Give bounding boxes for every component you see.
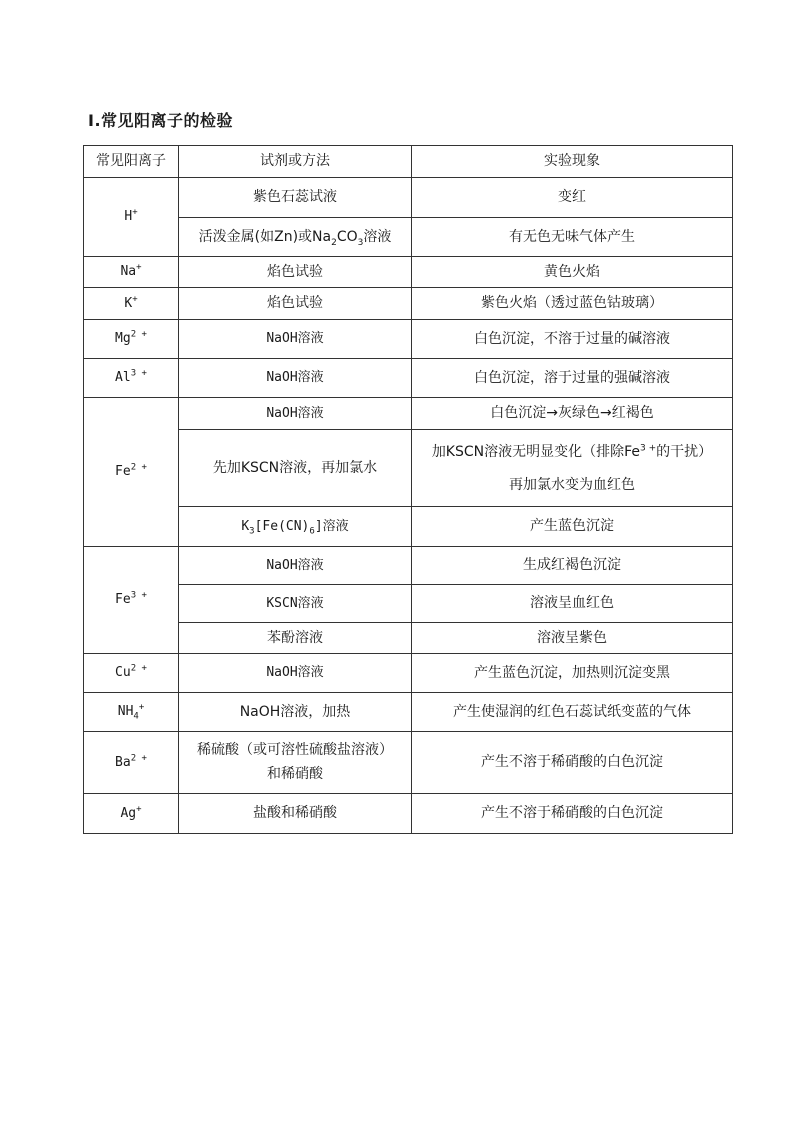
ion-cell: $Mg^{2 +}$ (84, 320, 179, 359)
table-row (84, 178, 733, 218)
observation-cell: 产生不溶于稀硝酸的白色沉淀 (412, 794, 733, 834)
table-row (84, 288, 733, 320)
ion-cell: $Cu^{2 +}$ (84, 654, 179, 693)
observation-cell: 紫色火焰（透过蓝色钴玻璃） (412, 288, 733, 320)
reagent-cell: 稀硫酸（或可溶性硫酸盐溶液） 和稀硝酸 (179, 732, 412, 794)
observation-cell: 有无色无味气体产生 (412, 218, 733, 257)
table-row (84, 320, 733, 359)
table-row (84, 654, 733, 693)
ion-symbol: H (124, 209, 133, 225)
reagent-cell: NaOH溶液 (179, 398, 412, 430)
table-row (84, 359, 733, 398)
reagent-cell: 焰色试验 (179, 257, 412, 288)
observation-cell: 黄色火焰 (412, 257, 733, 288)
reagent-cell: 焰色试验 (179, 288, 412, 320)
section-heading: Ⅰ.常见阳离子的检验 (88, 111, 234, 130)
observation-cell: 产生蓝色沉淀，加热则沉淀变黑 (412, 654, 733, 693)
ion-cell: $Fe^{2 +}$ (84, 398, 179, 547)
table-row (84, 732, 733, 794)
ion-cell: K+ (84, 288, 179, 320)
table-row (84, 693, 733, 732)
observation-cell: 产生蓝色沉淀 (412, 507, 733, 547)
header-row (84, 146, 733, 178)
table-row (84, 547, 733, 585)
reagent-cell: NaOH溶液 (179, 320, 412, 359)
header-reagent: 试剂或方法 (179, 146, 412, 178)
ion-cell (84, 178, 179, 257)
table-row (84, 398, 733, 430)
reagent-cell: $K_3[Fe(CN)_6]$溶液 (179, 507, 412, 547)
table-row (84, 218, 733, 257)
header-cation: 常见阳离子 (84, 146, 179, 178)
table-row (84, 585, 733, 623)
table-row (84, 257, 733, 288)
observation-cell: 变红 (412, 178, 733, 218)
observation-cell: 生成红褐色沉淀 (412, 547, 733, 585)
reagent-cell: NaOH溶液 (179, 547, 412, 585)
ion-cell: $NH_4^+$ (84, 693, 179, 732)
reagent-cell: KSCN溶液 (179, 585, 412, 623)
reagent-cell: 活泼金属(如Zn)或$Na_2CO_3$溶液 (179, 218, 412, 257)
observation-cell: 产生不溶于稀硝酸的白色沉淀 (412, 732, 733, 794)
reagent-cell: 先加KSCN溶液，再加氯水 (179, 430, 412, 507)
header-observation: 实验现象 (412, 146, 733, 178)
ion-cell: $Ba^{2 +}$ (84, 732, 179, 794)
observation-cell: 白色沉淀，溶于过量的强碱溶液 (412, 359, 733, 398)
cation-test-table (83, 145, 733, 834)
observation-cell: 白色沉淀，不溶于过量的碱溶液 (412, 320, 733, 359)
observation-cell: 溶液呈紫色 (412, 623, 733, 654)
table-row (84, 430, 733, 507)
reagent-cell: 紫色石蕊试液 (179, 178, 412, 218)
table-row (84, 623, 733, 654)
observation-cell: 产生使湿润的红色石蕊试纸变蓝的气体 (412, 693, 733, 732)
observation-cell: 白色沉淀→灰绿色→红褐色 (412, 398, 733, 430)
reagent-cell: NaOH溶液，加热 (179, 693, 412, 732)
ion-cell: $Fe^{3 +}$ (84, 547, 179, 654)
reagent-cell: NaOH溶液 (179, 654, 412, 693)
ion-cell: Ag+ (84, 794, 179, 834)
ion-cell: Na+ (84, 257, 179, 288)
reagent-cell: 苯酚溶液 (179, 623, 412, 654)
reagent-cell: 盐酸和稀硝酸 (179, 794, 412, 834)
ion-charge: + (132, 207, 138, 218)
table-row (84, 507, 733, 547)
table-row (84, 794, 733, 834)
ion-cell: $Al^{3 +}$ (84, 359, 179, 398)
observation-cell: 加KSCN溶液无明显变化（排除$Fe^{3 +}$的干扰） 再加氯水变为血红色 (412, 430, 733, 507)
reagent-cell: NaOH溶液 (179, 359, 412, 398)
observation-cell: 溶液呈血红色 (412, 585, 733, 623)
